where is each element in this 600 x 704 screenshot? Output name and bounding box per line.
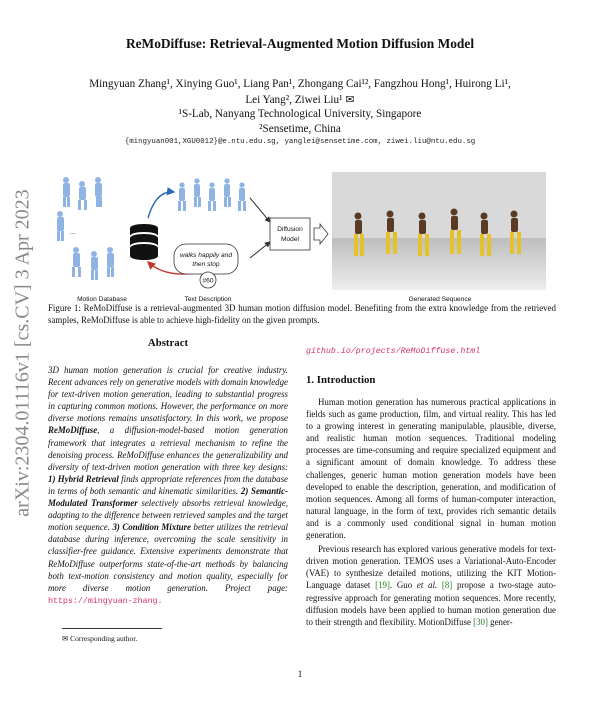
frame-count: #60 (202, 277, 214, 285)
model-label-1: Diffusion (277, 226, 303, 233)
retrieval-arrow (148, 192, 174, 218)
footnote: ✉ Corresponding author. (62, 634, 138, 643)
introduction-heading: 1. Introduction (306, 374, 376, 386)
speech-line-1: walks happily and (179, 252, 233, 259)
retrieved-motion-figures (178, 178, 246, 211)
label-motion-database: Motion Database (77, 296, 127, 303)
footnote-rule (62, 628, 162, 629)
diffusion-model-box (270, 218, 310, 250)
model-label-2: Model (281, 236, 299, 243)
arxiv-id: arXiv:2304.01116v1 [cs.CV] 3 Apr 2023 (11, 189, 34, 517)
page-number: 1 (297, 670, 303, 680)
author-emails: {mingyuan001,XGU0012}@e.ntu.edu.sg, yanglei@sensetime.com, ziwei.liu@ntu.edu.sg (124, 138, 476, 146)
generated-sequence-render (332, 172, 546, 290)
database-ellipsis: ... (70, 229, 76, 236)
authors-line-1: Mingyuan Zhang¹, Xinying Guo¹, Liang Pan¹, Zhongang Cai¹², Fangzhou Hong¹, Huirong Li¹, (89, 78, 511, 90)
speech-line-2: then stop (192, 261, 220, 268)
abstract-heading: Abstract (147, 337, 189, 349)
project-page-link-continued[interactable]: github.io/projects/ReMoDiffuse.html (306, 347, 481, 356)
figure-1 (48, 168, 556, 304)
intro-paragraph-1: Human motion generation has numerous practical applications in fields such as game production, film, and virtual reality. This has led to a growing interest in generating manipulable, plausible, diverse, and realistic human motion sequences. Traditional modeling processes are time-consuming and require specialized equipment and a significant amount of domain knowledge. To address these challenges, generic human motion generation models have been developed to enable the description, generation, and modification of motion sequences. Among all forms of human-computer interaction, natural language, in the form of text, provides rich semantic details and is a commonly used conditional signal in human motion generation. (306, 397, 556, 541)
affiliation-1: ¹S-Lab, Nanyang Technological University, Singapore (178, 108, 422, 120)
label-generated-sequence: Generated Sequence (408, 296, 472, 303)
citation-30[interactable]: [30] (473, 616, 488, 627)
arxiv-watermark (9, 148, 37, 558)
text-to-model-arrow (250, 242, 270, 258)
abstract-text: 3D human motion generation is crucial for creative industry. Recent advances rely on generative models with domain knowledge for text-driven motion generation, leading to substantial progress in capturing common motions. However, the performance on more diverse motions remains unsatisfactory. In this work, we propose ReMoDiffuse, a diffusion-model-based motion generation framework that integrates a retrieval mechanism to refine the denoising process. ReMoDiffuse enhances the generalizability and diversity of text-driven motion generation with three key designs: 1) Hybrid Retrieval finds appropriate references from the database in terms of both semantic and kinematic similarities. 2) Semantic-Modulated Transformer selectively absorbs retrieval knowledge, adapting to the difference between retrieved samples and the target motion sequence. 3) Condition Mixture better utilizes the retrieval database during inference, overcoming the scale sensitivity in classifier-free guidance. Extensive experiments demonstrate that ReMoDiffuse outperforms state-of-the-art methods by balancing both text-motion consistency and motion quality, especially for more diverse motion generation. Project page: https://mingyuan-zhang. (48, 365, 289, 606)
label-text-description: Text Description (184, 296, 232, 303)
affiliation-2: ²Sensetime, China (259, 123, 341, 135)
paper-title: ReMoDiffuse: Retrieval-Augmented Motion Diffusion Model (125, 36, 475, 51)
author-list (40, 76, 560, 108)
database-icon (130, 224, 158, 260)
text-description-bubble (174, 244, 238, 288)
introduction-text (306, 396, 556, 628)
motion-database-figures (57, 177, 114, 280)
project-page-link[interactable]: https://mingyuan-zhang. (48, 596, 163, 606)
citation-19[interactable]: [19] (375, 580, 390, 591)
intro-paragraph-2: Previous research has explored various generative models for text-driven motion generation. TEMOS uses a Variational-Auto-Encoder (VAE) to synthesize detailed motions, utilizing the KIT Motion-Language dataset [19]. Guo et al. [8] propose a two-stage auto-regressive approach for generating motion sequences. More recently, diffusion models have been applied to human motion generation due to their strength and flexibility. MotionDiffuse [30] gener- (306, 544, 556, 627)
figure-caption: Figure 1: ReMoDiffuse is a retrieval-augmented 3D human motion diffusion model. Benefiting from the extra knowledge from the retrieved samples, ReMoDiffuse is able to achieve high-fidelity on the given prompts. (48, 303, 556, 325)
citation-8[interactable]: [8] (441, 580, 453, 591)
authors-line-2: Lei Yang², Ziwei Liu¹ ✉ (245, 94, 355, 106)
output-arrow-icon (314, 224, 328, 244)
retrieved-to-model-arrow (250, 198, 270, 222)
